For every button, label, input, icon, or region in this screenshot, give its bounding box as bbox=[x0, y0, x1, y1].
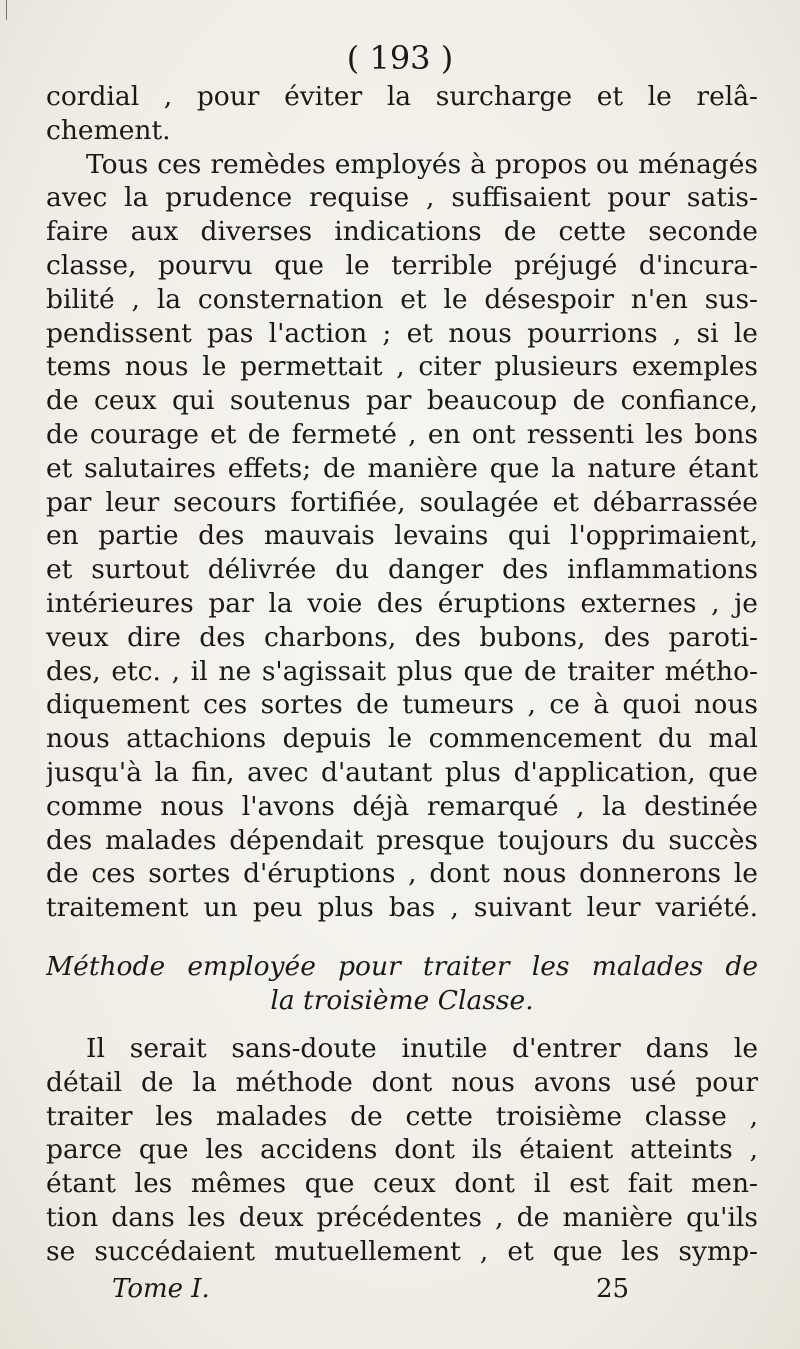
text-line: Il serait sans-doute inutile d'entrer dans le bbox=[86, 1033, 758, 1064]
page-number: ( 193 ) bbox=[346, 39, 454, 77]
heading-line: Méthode employée pour traiter les malades de bbox=[46, 951, 758, 982]
text-line: jusqu'à la fin, avec d'autant plus d'application, que bbox=[46, 756, 758, 788]
page-footer bbox=[0, 1272, 800, 1306]
text-line: des malades dépendait presque toujours du succès bbox=[46, 824, 758, 856]
text-line: détail de la méthode dont nous avons usé pour bbox=[46, 1066, 758, 1098]
text-line: chement. bbox=[46, 114, 171, 146]
text-line: nous attachions depuis le commencement du mal bbox=[46, 723, 758, 755]
heading-line: la troisième Classe. bbox=[270, 984, 534, 1016]
signature-mark: 25 bbox=[596, 1274, 630, 1304]
text-line: parce que les accidens dont ils étaient atteints , bbox=[46, 1134, 758, 1166]
section-heading bbox=[46, 950, 758, 1018]
text-line: classe, pourvu que le terrible préjugé d'incura- bbox=[46, 249, 758, 281]
text-line: faire aux diverses indications de cette seconde bbox=[46, 216, 758, 248]
text-line: traitement un peu plus bas , suivant leur variété. bbox=[46, 892, 758, 924]
text-line: cordial , pour éviter la surcharge et le relâ- bbox=[46, 81, 758, 112]
text-line: étant les mêmes que ceux dont il est fait men- bbox=[46, 1168, 758, 1200]
text-line: des, etc. , il ne s'agissait plus que de traiter métho- bbox=[46, 655, 758, 687]
text-line: de courage et de fermeté , en ont ressenti les bons bbox=[46, 418, 758, 450]
paragraph-1 bbox=[46, 80, 758, 925]
text-line: tion dans les deux précédentes , de manière qu'ils bbox=[46, 1201, 758, 1233]
text-line: bilité , la consternation et le désespoir n'en sus- bbox=[46, 283, 758, 315]
page-edge-mark bbox=[6, 0, 7, 20]
text-line: tems nous le permettait , citer plusieurs exemples bbox=[46, 351, 758, 383]
text-line: intérieures par la voie des éruptions externes , je bbox=[46, 587, 758, 619]
text-line: pendissent pas l'action ; et nous pourrions , si le bbox=[46, 317, 758, 349]
text-line: comme nous l'avons déjà remarqué , la destinée bbox=[46, 790, 758, 822]
volume-label: Tome I. bbox=[112, 1274, 210, 1304]
text-line: et salutaires effets; de manière que la nature étant bbox=[46, 452, 758, 484]
text-line: et surtout délivrée du danger des inflammations bbox=[46, 554, 758, 586]
text-line: de ceux qui soutenus par beaucoup de confiance, bbox=[46, 385, 758, 417]
text-line: veux dire des charbons, des bubons, des paroti- bbox=[46, 621, 758, 653]
text-line: Tous ces remèdes employés à propos ou ménagés bbox=[86, 148, 758, 180]
text-line: en partie des mauvais levains qui l'opprimaient, bbox=[46, 520, 758, 552]
paragraph-2 bbox=[46, 1032, 758, 1269]
text-line: avec la prudence requise , suffisaient pour satis- bbox=[46, 182, 758, 214]
text-line: traiter les malades de cette troisième classe , bbox=[46, 1100, 758, 1132]
text-line: se succédaient mutuellement , et que les symp- bbox=[46, 1235, 758, 1267]
text-line: par leur secours fortifiée, soulagée et débarrassée bbox=[46, 486, 758, 518]
text-line: de ces sortes d'éruptions , dont nous donnerons le bbox=[46, 858, 758, 890]
text-line: diquement ces sortes de tumeurs , ce à quoi nous bbox=[46, 689, 758, 721]
